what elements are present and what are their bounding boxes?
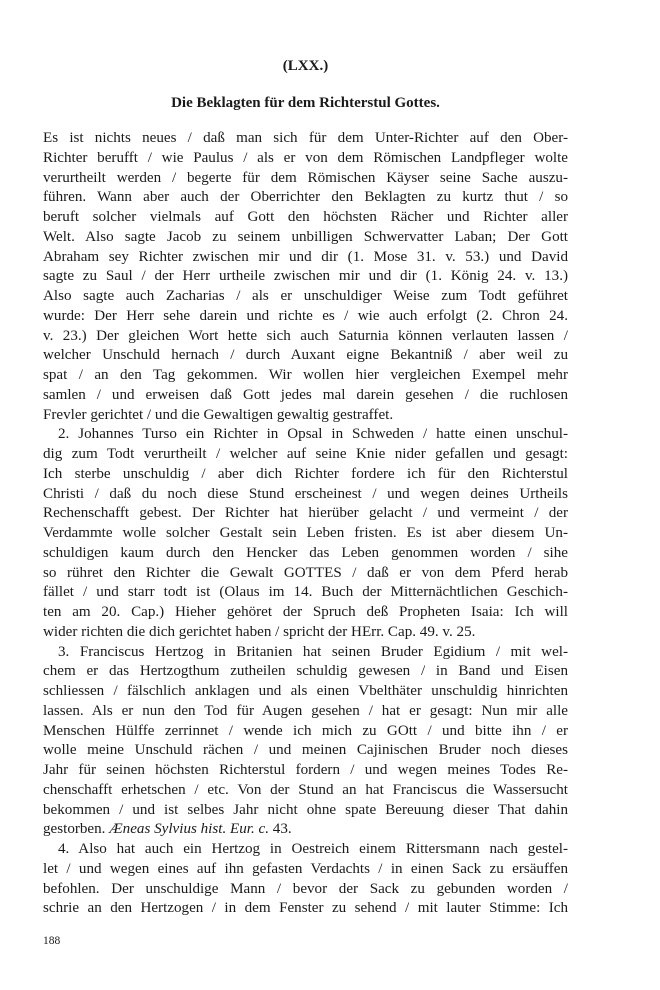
text-line — [43, 485, 568, 505]
text-line-content: Es ist nichts neues / daß man sich für dem Unter-Richter auf den Ober- — [43, 130, 568, 146]
text-line — [43, 781, 568, 801]
text-line-content: spat / an den Tag gekommen. Wir wollen hier vergleichen Exempel mehr — [43, 367, 568, 383]
text-line-content: 3. Franciscus Hertzog in Britanien hat seinen Bruder Egidium / mit wel- — [58, 643, 568, 660]
citation-italic: Æneas Sylvius hist. Eur. c. — [109, 821, 269, 838]
text-line-content: Frevler gerichtet / und die Gewaltigen gewaltig gestraffet. — [43, 406, 394, 423]
text-line — [43, 722, 568, 742]
text-line — [43, 524, 568, 544]
text-line — [43, 346, 568, 366]
body-text — [43, 129, 568, 919]
text-line-content: let / und wegen eines auf ihn gefasten Verdachts / in einen Sack zu ersäuffen — [43, 860, 568, 877]
text-line — [43, 188, 568, 208]
text-line — [43, 603, 568, 623]
text-line — [43, 129, 568, 149]
text-line-content: Ich sterbe unschuldig / aber dich Richter fordere ich für den Richterstul — [43, 465, 568, 482]
text-line — [43, 169, 568, 189]
text-line — [43, 366, 568, 386]
text-line — [43, 564, 568, 584]
text-line — [43, 287, 568, 307]
text-line-content: gestorben. — [43, 821, 106, 838]
text-line — [43, 544, 568, 564]
text-line-content: lassen. Als er nun den Tod für Augen gesehen / hat er gesagt: Nun mir alle — [43, 702, 568, 719]
text-line-content: chem er das Hertzogthum zutheilen schuldig gewesen / in Band und Eisen — [43, 663, 568, 680]
text-line-content: schuldigen kaum durch den Hencker das Leben genommen worden / sihe — [43, 544, 568, 561]
text-line-content: Jahr für seinen höchsten Richterstul fordern / und wegen meines Todes Re- — [43, 762, 568, 778]
text-line-content: Welt. Also sagte Jacob zu seinem unbilligen Schwervatter Laban; Der Gott — [43, 228, 568, 245]
text-line — [43, 741, 568, 761]
text-line-content: verurtheilt werden / begerte für dem Römischen Käyser seine Sache auszu- — [43, 169, 568, 186]
citation-number: 43. — [272, 821, 292, 838]
text-line — [43, 228, 568, 248]
text-line — [43, 643, 568, 663]
text-line — [43, 899, 568, 919]
text-line-content: wolle meine Unschuld rächen / und meinen Cajinischen Bruder noch dieses — [43, 742, 568, 759]
text-line-content: schliessen / fälschlich anklagen und als einen Vbelthäter unschuldig hinrichten — [43, 683, 568, 699]
book-page — [43, 0, 568, 990]
text-line — [43, 623, 568, 643]
text-line-content: welcher Unschuld hernach / durch Auxant eigne Bekantniß / aber weil zu — [43, 347, 568, 364]
text-line-content: wurde: Der Herr sehe darein und richte es / wie auch erfolgt (2. Chron 24. — [43, 307, 568, 324]
text-line — [43, 327, 568, 347]
text-line-content: führen. Wann aber auch der Oberrichter den Beklagten zu kurtz thut / so — [43, 189, 568, 206]
chapter-number: (LXX.) — [282, 58, 329, 74]
text-line — [43, 801, 568, 821]
text-line — [43, 149, 568, 169]
text-line — [43, 267, 568, 287]
text-line — [43, 425, 568, 445]
text-line-content: befohlen. Der unschuldige Mann / bevor der Sack zu gebunden worden / — [43, 880, 568, 897]
text-line — [43, 465, 568, 485]
text-line-content: wider richten die dich gerichtet haben / spricht der HErr. Cap. 49. v. 25. — [43, 623, 476, 640]
text-line — [43, 761, 568, 781]
text-line-content: Rechenschafft gebest. Der Richter hat hierüber gelacht / und vermeint / der — [43, 505, 568, 522]
text-line-content: fället / und starr todt ist (Olaus im 14. Buch der Mitternächtlichen Geschich- — [43, 584, 568, 601]
text-line-content: bekommen / und ist selbes Jahr nicht ohne spate Bereuung dieser That dahin — [43, 801, 568, 818]
text-line-content: 4. Also hat auch ein Hertzog in Oestreich einem Rittersmann nach gestel- — [58, 841, 568, 857]
text-line-content: v. 23.) Der gleichen Wort hette sich auch Saturnia können verlauten lassen / — [43, 327, 568, 344]
text-line — [43, 386, 568, 406]
text-line-content: Abraham sey Richter zwischen mir und dir (1. Mose 31. v. 53.) und David — [43, 248, 568, 265]
text-line — [43, 860, 568, 880]
text-line-content: ten am 20. Cap.) Hieher gehöret der Spruch deß Propheten Isaia: Ich will — [43, 604, 568, 620]
text-line — [43, 307, 568, 327]
text-line-content: chenschafft erhetschen / etc. Von der Stund an hat Franciscus die Wassersucht — [43, 781, 568, 798]
text-line — [43, 445, 568, 465]
text-line-content: dig zum Todt verurtheilt / welcher auf seine Knie nider gefallen und gesagt: — [43, 446, 568, 462]
text-line-content: Richter berufft / wie Paulus / als er von dem Römischen Landpfleger wolte — [43, 149, 568, 166]
text-line — [43, 248, 568, 268]
text-line — [43, 662, 568, 682]
text-line-content: samlen / und erweisen daß Gott jedes mal darein gesehen / die ruchlosen — [43, 386, 568, 403]
page-number: 188 — [43, 935, 61, 947]
text-line — [43, 208, 568, 228]
text-line-content: 2. Johannes Turso ein Richter in Opsal in Schweden / hatte einen unschul- — [58, 426, 568, 443]
text-line — [43, 840, 568, 860]
text-line — [43, 682, 568, 702]
text-line-content: beruft solcher vielmals auf Gott den höchsten Rächer und Richter aller — [43, 209, 568, 225]
text-line-content: Verdammte wolle solcher Gestalt sein Leben fristen. Es ist aber diesem Un- — [43, 525, 568, 541]
text-line-content: so rühret den Richter die Gewalt GOTTES / daß er von dem Pferd herab — [43, 564, 568, 581]
text-line — [43, 406, 568, 426]
text-line — [43, 702, 568, 722]
text-line-content: Christi / daß du noch diese Stund erscheinest / und wegen deines Urtheils — [43, 485, 568, 502]
text-line-content: schrie an den Hertzogen / in dem Fenster zu sehend / mit lauter Stimme: Ich — [43, 900, 568, 917]
text-line — [43, 880, 568, 900]
text-line — [43, 583, 568, 603]
text-line-content: sagte zu Saul / der Herr urtheile zwischen mir und dir (1. König 24. v. 13.) — [43, 268, 568, 285]
chapter-heading: Die Beklagten für dem Richterstul Gottes. — [171, 95, 440, 111]
text-line-content: Also sagte auch Zacharias / als er unschuldiger Weise zum Todt geführet — [43, 288, 568, 304]
text-line — [43, 820, 568, 840]
text-line-content: Menschen Hülffe zerrinnet / wende ich mich zu GOtt / und bitte ihn / er — [43, 722, 568, 739]
text-line — [43, 504, 568, 524]
